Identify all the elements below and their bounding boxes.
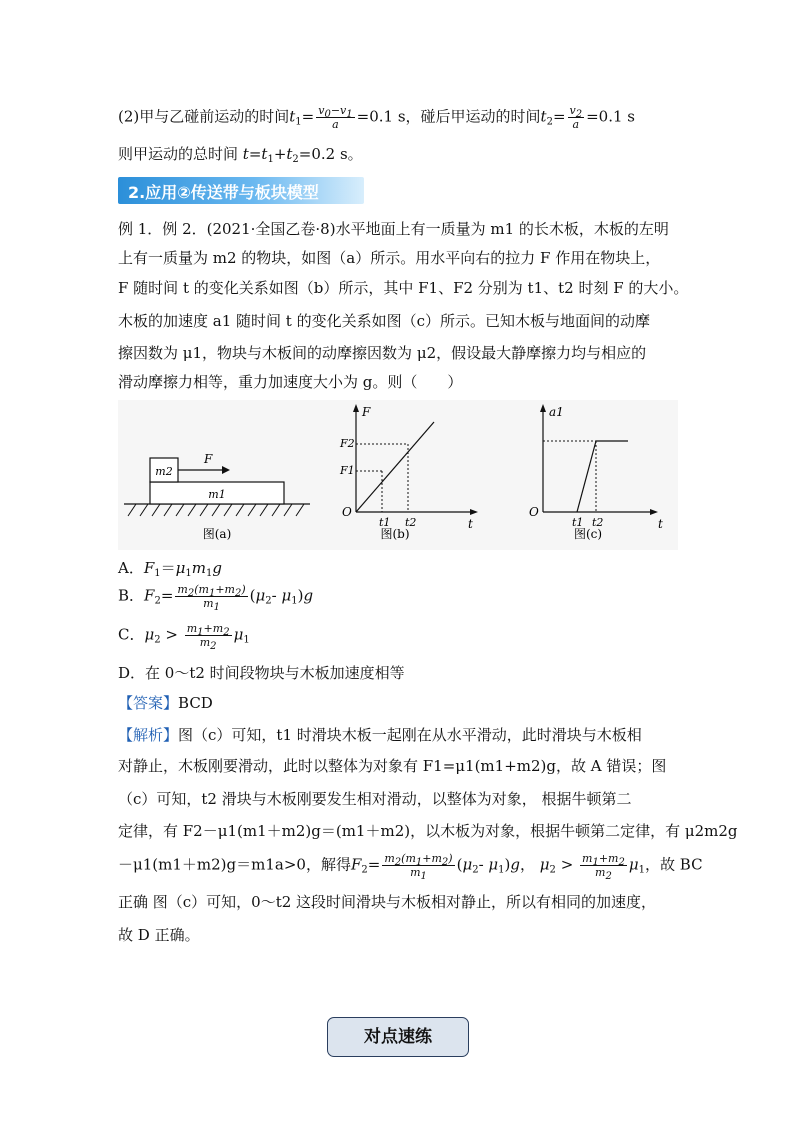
option-a-label: A．	[118, 559, 144, 577]
part2-eq1: =0.1 s，碰后甲运动的时间	[356, 107, 541, 126]
part2-prefix: (2)甲与乙碰前运动的时间	[118, 107, 290, 126]
section-title: 2.应用②传送带与板块模型	[128, 183, 319, 202]
answer-value: BCD	[178, 694, 213, 712]
figures	[118, 400, 678, 550]
analysis-text-5b: ，故 BC	[645, 855, 703, 874]
analysis-label: 【解析】	[118, 726, 179, 744]
analysis-line-1	[118, 724, 642, 746]
b-origin: O	[342, 505, 352, 519]
analysis-line-4: 定律，有 F2－μ1(m1＋m2)g＝(m1＋m2)，以木板为对象，根据牛顿第二定律，有 μ2m2g	[118, 822, 738, 840]
option-c-label: C．	[118, 625, 145, 644]
problem-line-2: 上有一质量为 m2 的物块，如图（a）所示。用水平向右的拉力 F 作用在物块上，	[118, 249, 661, 267]
b-y-axis-label: F	[362, 405, 371, 419]
b-t2: t2	[405, 516, 417, 529]
option-d: D．在 0～t2 时间段物块与木板加速度相等	[118, 664, 405, 682]
label-m1: m1	[208, 488, 226, 501]
c-y-axis-label: a1	[549, 405, 564, 419]
b-x-axis-label: t	[468, 517, 473, 531]
problem-line-3: F 随时间 t 的变化关系如图（b）所示，其中 F1、F2 分别为 t1、t2 时刻 F 的大小。	[118, 279, 689, 297]
c-t2: t2	[592, 516, 604, 529]
option-b-label: B．	[118, 586, 145, 605]
practice-button[interactable]: 对点速练	[327, 1017, 469, 1057]
analysis-line-2: 对静止，木板刚要滑动，此时以整体为对象有 F1=μ1(m1+m2)g，故 A 错误；图	[118, 757, 667, 775]
part2-total: 则甲运动的总时间 $t=t_1+t_2=0.2$ s。	[118, 145, 363, 165]
problem-line-4: 木板的加速度 a1 随时间 t 的变化关系如图（c）所示。已知木板与地面间的动摩	[118, 312, 650, 330]
section-title-banner	[118, 177, 364, 204]
c-t1: t1	[572, 516, 584, 529]
caption-a: 图(a)	[202, 527, 232, 541]
part2-line: (2)甲与乙碰前运动的时间$t_1=$ $\frac{v_0-v_1}{a}$ =0.1 s，碰后甲运动的时间$t_2=$ $\frac{v_2}{a}$ =0.1 s	[118, 104, 635, 131]
answer-label: 【答案】	[118, 694, 179, 712]
c-origin: O	[529, 505, 539, 519]
part2-eq2: =0.1 s	[586, 107, 635, 126]
analysis-line-5: －μ1(m1＋m2)g＝m1a>0，解得$F_2=$ $\frac{m_2(m_1+m_2)}{m_1}$ ($\mu_2-$ $\mu_1)g$， $\mu_2$ > $\frac{m_1+m_2}{m_2}$ $\mu_1$，故 BC	[118, 852, 703, 882]
part2-total-prefix: 则甲运动的总时间	[118, 145, 239, 163]
option-b: B．$F_2=$ $\frac{m_2(m_1+m_2)}{m_1}$ ($\mu_2-$ $\mu_1)g$	[118, 583, 314, 613]
caption-b: 图(b)	[380, 527, 410, 541]
problem-line-5: 擦因数为 μ1，物块与木板间的动摩擦因数为 μ2，假设最大静摩擦力均与相应的	[118, 344, 647, 362]
analysis-line-7: 故 D 正确。	[118, 926, 200, 944]
c-x-axis-label: t	[658, 517, 663, 531]
label-m2: m2	[155, 465, 173, 478]
b-F2: F2	[340, 437, 355, 450]
caption-c: 图(c)	[573, 527, 603, 541]
option-c: C．$\mu_2$ > $\frac{m_1+m_2}{m_2}$ $\mu_1$	[118, 622, 250, 652]
option-a: A．$F_1=\mu_1m_1g$	[118, 559, 222, 579]
b-t1: t1	[379, 516, 391, 529]
analysis-text-5a: －μ1(m1＋m2)g＝m1a>0，解得	[118, 855, 351, 874]
label-force: F	[204, 452, 213, 466]
analysis-text-1: 图（c）可知，t1 时滑块木板一起刚在从水平滑动，此时滑块与木板相	[178, 726, 642, 744]
problem-line-1: 例 1．例 2．(2021·全国乙卷·8)水平地面上有一质量为 m1 的长木板，木板的左明	[118, 220, 669, 238]
analysis-line-3: （c）可知，t2 滑块与木板刚要发生相对滑动，以整体为对象， 根据牛顿第二	[118, 790, 632, 808]
problem-line-6: 滑动摩擦力相等，重力加速度大小为 g。则（ ）	[118, 373, 463, 391]
b-F1: F1	[340, 464, 355, 477]
analysis-line-6: 正确 图（c）可知，0～t2 这段时间滑块与木板相对静止，所以有相同的加速度，	[118, 893, 657, 911]
answer	[118, 692, 213, 714]
